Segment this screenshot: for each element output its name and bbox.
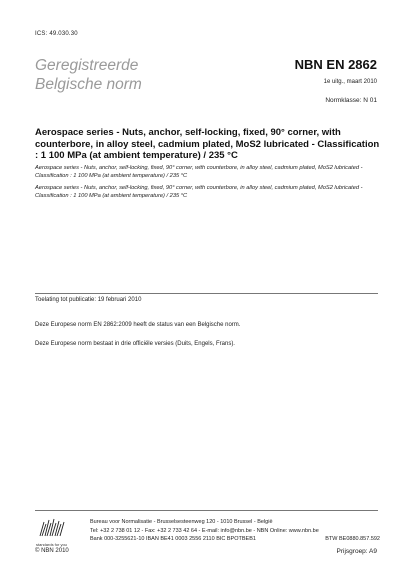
publication-approval: Toelating tot publicatie: 19 februari 2010 [35,297,142,303]
footer-bank: Bank 000-3255621-10 IBAN BE41 0003 2556 2110 BIC BPOTBEB1 [90,536,256,543]
registered-belgian-standard-title [35,56,142,94]
footer-divider [35,510,378,511]
footer-contact [90,518,380,544]
footer-address: Bureau voor Normalisatie - Brusselsesteenweg 120 - 1010 Brussel - België [90,519,273,525]
main-title: Aerospace series - Nuts, anchor, self-locking, fixed, 90° corner, with counterbore, in alloy steel, cadmium plated, MoS2 lubricated - Classification : 1 100 MPa (at ambient temperature) / 235 °C [35,127,380,161]
copyright: © NBN 2010 [35,548,69,554]
status-note: Deze Europese norm EN 2862:2009 heeft de status van een Belgische norm. [35,322,241,328]
ics-code: ICS: 49.030.30 [35,31,78,37]
footer-vat: BTW BE0880.857.592 [325,536,380,543]
divider [35,293,378,294]
title-line-1: Geregistreerde [35,57,139,74]
footer-phone-web: Tel: +32 2 738 01 12 - Fax: +32 2 733 42 64 - E-mail: info@nbn.be - NBN Online: www.nbn.be [90,527,319,534]
price-group: Prijsgroep: A9 [336,548,377,555]
sub-title-french: Aerospace series - Nuts, anchor, self-locking, fixed, 90° corner, with counterbore, in alloy steel, cadmium plated, MoS2 lubricated - Classification : 1 100 MPa (at ambient temperature) / 235 °C [35,165,363,179]
logo-caption: standards for you [36,542,67,547]
versions-note: Deze Europese norm bestaat in drie officiële versies (Duits, Engels, Frans). [35,341,235,347]
standard-number: NBN EN 2862 [294,57,377,72]
edition-date: 1e uitg., maart 2010 [323,79,377,85]
classification: Normklasse: N 01 [325,97,377,104]
title-line-2: Belgische norm [35,76,142,93]
sub-title-german: Aerospace series - Nuts, anchor, self-locking, fixed, 90° corner, with counterbore, in alloy steel, cadmium plated, MoS2 lubricated - Classification : 1 100 MPa (at ambient temperature) / 235 °C [35,185,363,199]
nbn-logo [38,514,66,550]
